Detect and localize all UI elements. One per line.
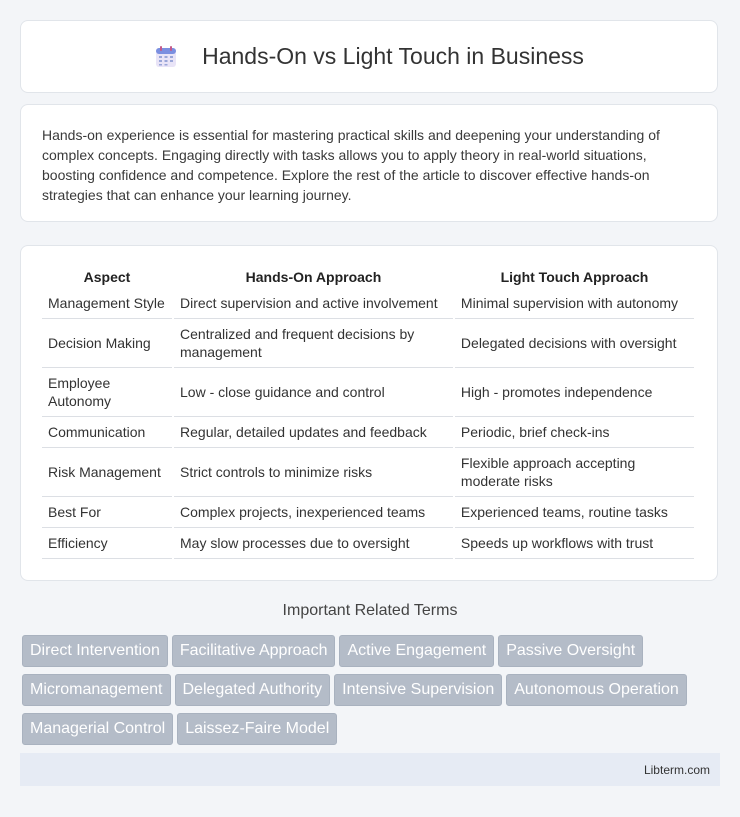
table-header-row xyxy=(42,266,694,288)
table-row xyxy=(42,528,694,559)
related-terms-list xyxy=(22,635,722,752)
table-row xyxy=(42,448,694,497)
comparison-card xyxy=(20,245,718,581)
table-cell: Speeds up workflows with trust xyxy=(455,528,694,559)
term-tag[interactable]: Intensive Supervision xyxy=(334,674,502,706)
comparison-table xyxy=(40,266,696,559)
table-cell: Management Style xyxy=(42,288,172,319)
term-tag[interactable]: Active Engagement xyxy=(339,635,494,667)
table-cell: Direct supervision and active involvement xyxy=(174,288,453,319)
related-terms-title: Important Related Terms xyxy=(282,602,458,619)
term-tag[interactable]: Delegated Authority xyxy=(175,674,331,706)
table-cell: Low - close guidance and control xyxy=(174,368,453,417)
column-header: Hands-On Approach xyxy=(245,269,382,285)
table-cell: Decision Making xyxy=(42,319,172,368)
term-tag[interactable]: Managerial Control xyxy=(22,713,173,745)
table-cell: Communication xyxy=(42,417,172,448)
calendar-icon xyxy=(154,45,178,69)
table-row xyxy=(42,319,694,368)
table-row xyxy=(42,497,694,528)
term-tag[interactable]: Passive Oversight xyxy=(498,635,643,667)
table-cell: May slow processes due to oversight xyxy=(174,528,453,559)
table-cell: Experienced teams, routine tasks xyxy=(455,497,694,528)
table-row xyxy=(42,288,694,319)
column-header: Light Touch Approach xyxy=(500,269,649,285)
table-cell: Minimal supervision with autonomy xyxy=(455,288,694,319)
intro-card xyxy=(20,104,718,222)
table-cell: High - promotes independence xyxy=(455,368,694,417)
column-header: Aspect xyxy=(83,269,131,285)
term-tag[interactable]: Facilitative Approach xyxy=(172,635,336,667)
footer-brand-link[interactable]: Libterm.com xyxy=(643,762,710,777)
footer xyxy=(20,753,720,786)
page-title: Hands-On vs Light Touch in Business xyxy=(202,43,584,69)
table-cell: Employee Autonomy xyxy=(42,368,172,417)
table-cell: Best For xyxy=(42,497,172,528)
table-cell: Delegated decisions with oversight xyxy=(455,319,694,368)
header-card xyxy=(20,20,718,93)
table-cell: Strict controls to minimize risks xyxy=(174,448,453,497)
term-tag[interactable]: Autonomous Operation xyxy=(506,674,687,706)
term-tag[interactable]: Direct Intervention xyxy=(22,635,168,667)
table-cell: Efficiency xyxy=(42,528,172,559)
table-row xyxy=(42,417,694,448)
table-cell: Periodic, brief check-ins xyxy=(455,417,694,448)
table-cell: Flexible approach accepting moderate risks xyxy=(455,448,694,497)
intro-text: Hands-on experience is essential for mastering practical skills and deepening your understanding of complex concepts. Engaging directly with tasks allows you to apply theory in real-world situations, boosting confidence and competence. Explore the rest of the article to discover effective hands-on strategies that can enhance your learning journey. xyxy=(42,127,660,203)
term-tag[interactable]: Micromanagement xyxy=(22,674,171,706)
table-cell: Regular, detailed updates and feedback xyxy=(174,417,453,448)
table-row xyxy=(42,368,694,417)
table-cell: Risk Management xyxy=(42,448,172,497)
table-cell: Centralized and frequent decisions by management xyxy=(174,319,453,368)
term-tag[interactable]: Laissez-Faire Model xyxy=(177,713,337,745)
table-cell: Complex projects, inexperienced teams xyxy=(174,497,453,528)
